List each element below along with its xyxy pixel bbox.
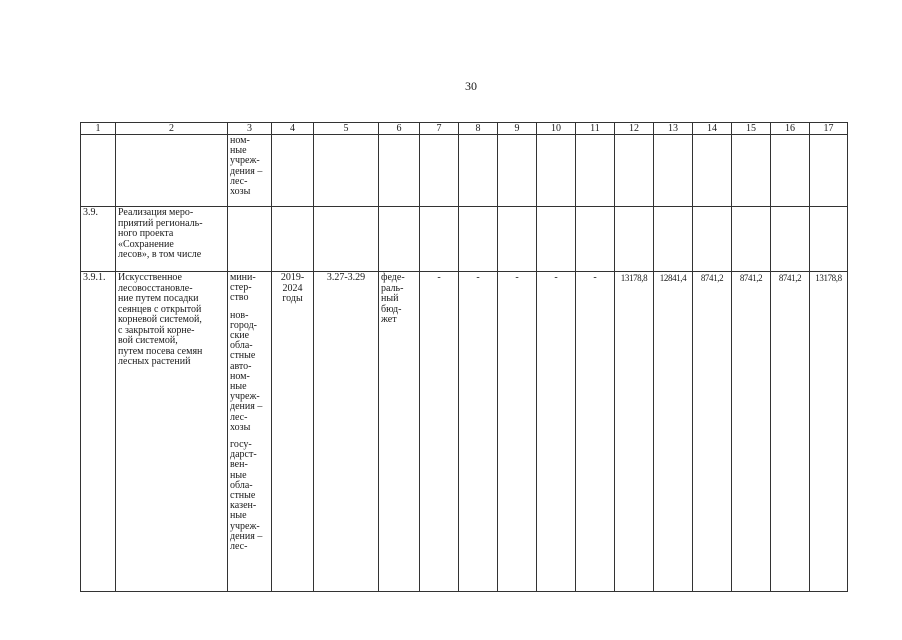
empty-cell — [314, 135, 379, 207]
header-cell: 15 — [732, 123, 771, 135]
executor-cell — [228, 272, 272, 592]
empty-cell — [379, 207, 420, 272]
empty-cell — [314, 207, 379, 272]
header-cell: 6 — [379, 123, 420, 135]
table-row — [81, 207, 848, 272]
empty-cell — [272, 135, 314, 207]
years-cell: 2019- 2024 годы — [272, 272, 314, 592]
empty-cell — [459, 135, 498, 207]
value-cell: - — [498, 272, 537, 592]
value-cell: 13178,8 — [810, 272, 848, 592]
empty-cell — [732, 135, 771, 207]
empty-cell — [810, 207, 848, 272]
value-cell: 8741,2 — [771, 272, 810, 592]
header-cell: 12 — [615, 123, 654, 135]
header-cell: 17 — [810, 123, 848, 135]
header-cell: 13 — [654, 123, 693, 135]
page-number: 30 — [465, 79, 477, 93]
empty-cell — [537, 207, 576, 272]
empty-cell — [654, 135, 693, 207]
header-row — [81, 123, 848, 135]
empty-cell — [498, 135, 537, 207]
header-cell: 16 — [771, 123, 810, 135]
value-cell: - — [537, 272, 576, 592]
value-cell: - — [576, 272, 615, 592]
header-cell: 4 — [272, 123, 314, 135]
empty-cell — [654, 207, 693, 272]
empty-cell — [615, 207, 654, 272]
table-row — [81, 272, 848, 592]
header-cell: 10 — [537, 123, 576, 135]
value-cell: - — [459, 272, 498, 592]
empty-cell — [459, 207, 498, 272]
empty-cell — [693, 207, 732, 272]
executor-ministry: мини- стер- ство — [230, 272, 256, 304]
program-table — [80, 122, 848, 592]
empty-cell — [576, 207, 615, 272]
empty-cell — [576, 135, 615, 207]
header-cell: 2 — [116, 123, 228, 135]
value-cell: 8741,2 — [732, 272, 771, 592]
executor-cell: ном- ные учреж- дения – лес- хозы — [228, 135, 272, 207]
activity-name: Искусственное лесовосстановле- ние путем посадки сеянцев с открытой корневой системой, с закрытой корне- вой системой, путем посева семян лесных растений — [116, 272, 228, 592]
executor-state: госу- дарст- вен- ные обла- стные казен- ные учреж- дения – лес- — [230, 439, 263, 553]
value-cell: - — [420, 272, 459, 592]
empty-cell — [693, 135, 732, 207]
header-cell: 11 — [576, 123, 615, 135]
header-cell: 14 — [693, 123, 732, 135]
empty-cell — [81, 135, 116, 207]
empty-cell — [498, 207, 537, 272]
empty-cell — [272, 207, 314, 272]
row-number: 3.9.1. — [81, 272, 116, 592]
value-cell: 13178,8 — [615, 272, 654, 592]
empty-cell — [771, 207, 810, 272]
empty-cell — [810, 135, 848, 207]
header-cell: 8 — [459, 123, 498, 135]
value-cell: 8741,2 — [693, 272, 732, 592]
source-cell: феде- раль- ный бюд- жет — [379, 272, 420, 592]
empty-cell — [537, 135, 576, 207]
row-number: 3.9. — [81, 207, 116, 272]
empty-cell — [116, 135, 228, 207]
value-cell: 12841,4 — [654, 272, 693, 592]
header-cell: 1 — [81, 123, 116, 135]
empty-cell — [228, 207, 272, 272]
header-cell: 3 — [228, 123, 272, 135]
executor-autonomous: нов- город- ские обла- стные авто- ном- ные учреж- дения – лес- хозы — [230, 309, 263, 433]
table-row — [81, 135, 848, 207]
targets-cell: 3.27-3.29 — [314, 272, 379, 592]
empty-cell — [420, 135, 459, 207]
empty-cell — [732, 207, 771, 272]
activity-name: Реализация меро- приятий региональ- ного проекта «Сохранение лесов», в том числе — [116, 207, 228, 272]
header-cell: 7 — [420, 123, 459, 135]
header-cell: 9 — [498, 123, 537, 135]
empty-cell — [771, 135, 810, 207]
empty-cell — [420, 207, 459, 272]
header-cell: 5 — [314, 123, 379, 135]
empty-cell — [379, 135, 420, 207]
empty-cell — [615, 135, 654, 207]
